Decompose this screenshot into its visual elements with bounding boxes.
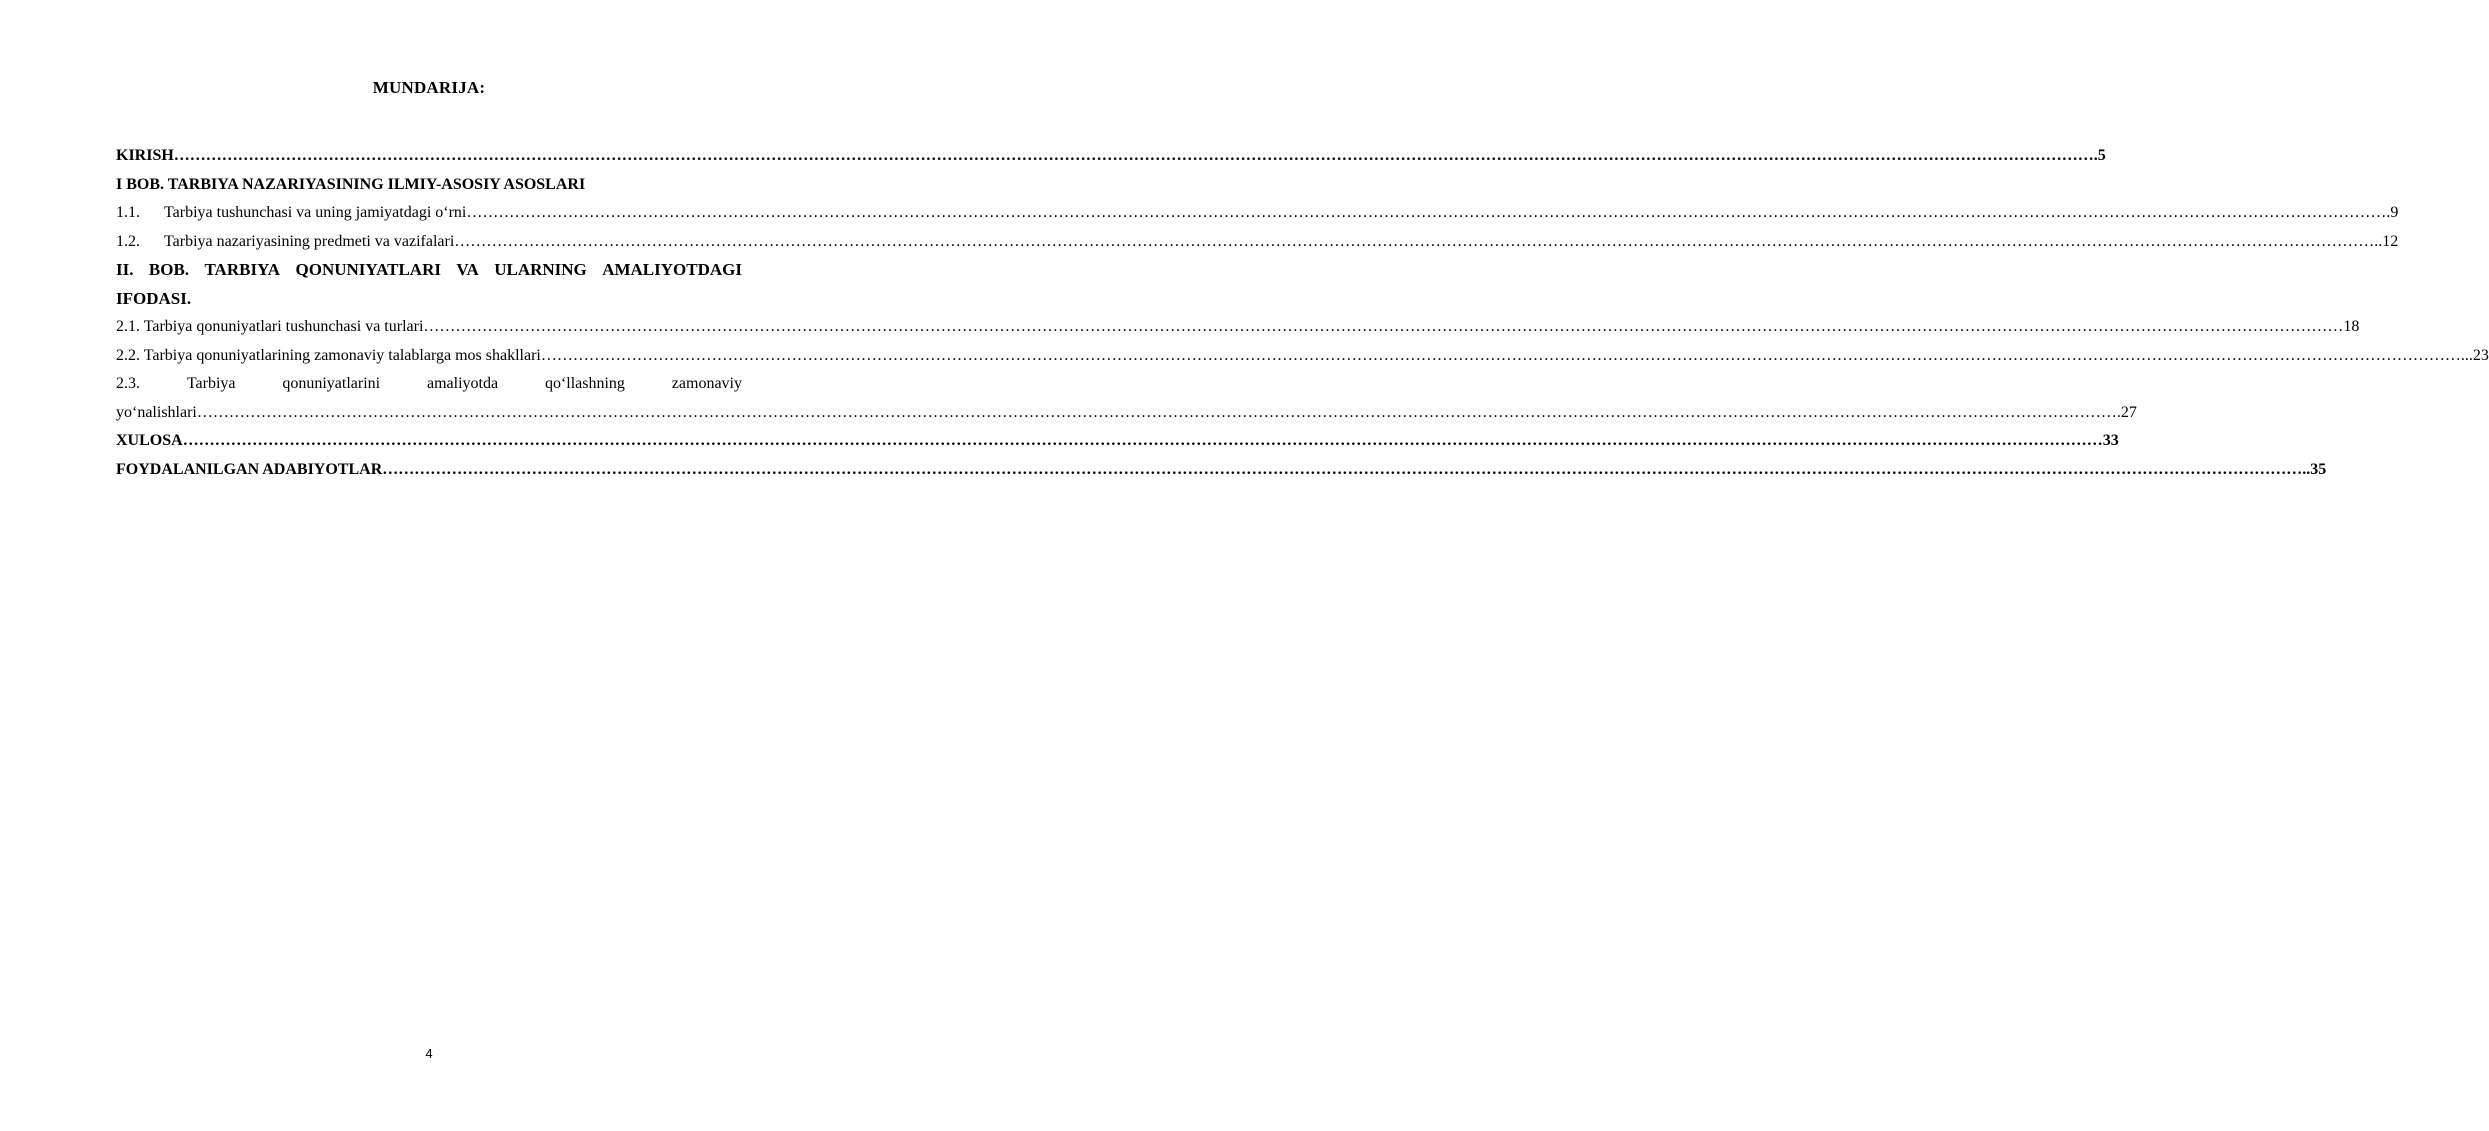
table-of-contents — [116, 142, 2489, 484]
toc-section-1-2[interactable] — [116, 228, 2399, 257]
word: BOB. — [148, 260, 190, 279]
dot-leader: ……………………………………………………………………………………………………………………………………………………………………………………………………………………………………………………………………………………………………………………………… — [182, 432, 2103, 449]
toc-chapter-1[interactable] — [116, 171, 742, 200]
dot-leader: ……………………………………………………………………………………………………………………………………………………………………………………………………………………………………………………………………………………………………………………………… — [423, 318, 2344, 335]
toc-page-number: ..35 — [2302, 460, 2327, 478]
toc-page-number: 33 — [2102, 432, 2119, 449]
word: qo‘llashning — [544, 375, 625, 392]
page-number: 4 — [425, 1046, 433, 1061]
word: amaliyotda — [426, 375, 499, 392]
section-number: 1.2. — [116, 232, 140, 250]
dot-leader: ……………………………………………………………………………………………………………………………………………………………………………………………………………………………………………………………………………………………………………………………… — [196, 403, 2117, 421]
toc-page-number: ..12 — [2374, 232, 2399, 250]
toc-entry-xulosa[interactable] — [116, 427, 2119, 456]
toc-section-2-1[interactable] — [116, 313, 2360, 342]
toc-entry-text: 2.2. Tarbiya qonuniyatlarining zamonaviy talablarga mos shakllari — [116, 346, 541, 364]
toc-section-2-3[interactable] — [116, 370, 742, 399]
toc-entry-kirish[interactable] — [116, 142, 2106, 171]
toc-entry-adabiyotlar[interactable] — [116, 456, 2327, 485]
toc-entry-text: KIRISH — [116, 147, 174, 164]
toc-entry-text: 2.1. Tarbiya qonuniyatlari tushunchasi va turlari — [116, 318, 424, 335]
word: VA — [456, 260, 479, 279]
dot-leader: ……………………………………………………………………………………………………………………………………………………………………………………………………………………………………………………………………………………………………………………………… — [454, 232, 2375, 250]
toc-page-number: .27 — [2116, 403, 2137, 421]
toc-page-number: ...23 — [2460, 346, 2489, 364]
section-number: 1.1. — [116, 204, 140, 221]
toc-entry-text: XULOSA — [116, 432, 183, 449]
toc-page-number: 18 — [2343, 318, 2360, 335]
word: zamonaviy — [671, 375, 742, 392]
word: 2.3. — [116, 375, 140, 392]
toc-page-number: .9 — [2386, 204, 2399, 221]
toc-entry-text: FOYDALANILGAN ADABIYOTLAR — [116, 460, 383, 478]
dot-leader: ……………………………………………………………………………………………………………………………………………………………………………………………………………………………………………………………………………………………………………………………… — [382, 460, 2303, 478]
toc-chapter-2[interactable] — [116, 256, 742, 285]
word: Tarbiya — [186, 375, 236, 392]
word: AMALIYOTDAGI — [602, 260, 742, 279]
toc-section-1-1[interactable] — [116, 199, 2399, 228]
dot-leader: ……………………………………………………………………………………………………………………………………………………………………………………………………………………………………………………………………………………………………………………………… — [540, 346, 2461, 364]
toc-entry-text: yo‘nalishlari — [116, 403, 197, 421]
word: qonuniyatlarini — [282, 375, 381, 392]
word: II. — [116, 260, 134, 279]
toc-entry-text: I BOB. TARBIYA NAZARIYASINING ILMIY-ASOSIY ASOSLARI — [116, 175, 586, 193]
toc-section-2-2[interactable] — [116, 342, 2489, 371]
toc-entry-text: IFODASI. — [116, 288, 192, 308]
toc-section-2-3-continued — [116, 399, 2137, 428]
dot-leader: ……………………………………………………………………………………………………………………………………………………………………………………………………………………………………………………………………………………………………………………………… — [466, 204, 2387, 221]
toc-entry-text: Tarbiya tushunchasi va uning jamiyatdagi o‘rni — [164, 204, 467, 221]
dot-leader: ……………………………………………………………………………………………………………………………………………………………………………………………………………………………………………………………………………………………………………………………… — [173, 147, 2094, 164]
toc-page-number: .5 — [2093, 147, 2106, 164]
word: QONUNIYATLARI — [295, 260, 441, 279]
toc-chapter-2-continued — [116, 285, 742, 314]
toc-title: MUNDARIJA: — [372, 78, 486, 97]
word: ULARNING — [494, 260, 587, 279]
word: TARBIYA — [204, 260, 281, 279]
toc-entry-text: Tarbiya nazariyasining predmeti va vazifalari — [164, 232, 455, 250]
